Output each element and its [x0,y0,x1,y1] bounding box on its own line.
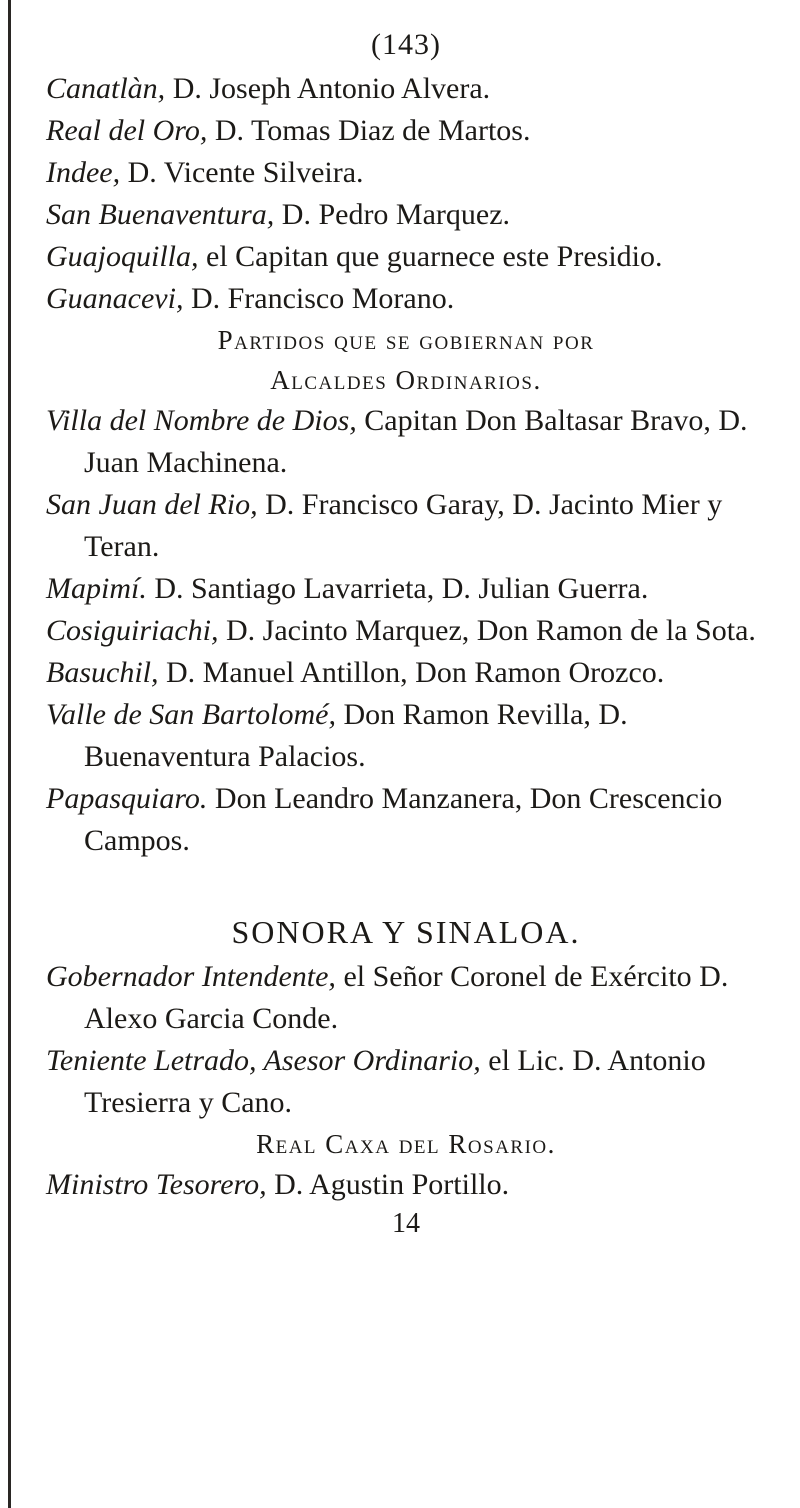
section-heading-alcaldes: Alcaldes Ordinarios. [270,365,542,395]
section-heading-partidos: Partidos que se gobiernan por [217,325,595,355]
list-item [46,694,766,778]
place-name: Real del Oro, [46,114,208,147]
list-item [46,236,766,278]
officer-names: D. Vicente Silveira. [120,156,364,189]
place-name: Indee, [46,156,121,189]
office-title: Gobernador Intendente, [46,960,336,993]
officer-names: el Señor Coronel de Exército D. Alexo Garcia Conde. [84,960,729,1035]
officer-names: Don Ramon Revilla, D. Buenaventura Palacios. [84,698,628,773]
list-item [46,1164,766,1206]
officer-names: D. Francisco Garay, D. Jacinto Mier y Teran. [84,488,723,563]
place-name: Valle de San Bartolomé, [46,698,336,731]
list-item [46,568,766,610]
officer-names: el Lic. D. Antonio Tresierra y Cano. [84,1044,706,1119]
entries-real-caxa [46,1164,766,1206]
place-name: San Buenaventura, [46,198,275,231]
page-edge-rule [8,0,11,1508]
place-name: Mapimí. [46,572,147,605]
office-title: Ministro Tesorero, [46,1168,267,1201]
list-item [46,610,766,652]
place-name: Basuchil, [46,656,159,689]
officer-names: D. Francisco Morano. [183,282,455,315]
list-item [46,110,766,152]
officer-names: Capitan Don Baltasar Bravo, D. Juan Machinena. [84,404,748,479]
entries-sonora [46,956,766,1124]
officer-names: D. Santiago Lavarrieta, D. Julian Guerra. [146,572,649,605]
officer-names: D. Pedro Marquez. [274,198,511,231]
list-item [46,194,766,236]
officer-names: D. Joseph Antonio Alvera. [165,72,491,105]
list-item [46,1040,766,1124]
officer-names: el Capitan que guarnece este Presidio. [198,240,663,273]
section-title-sonora: SONORA Y SINALOA. [231,914,581,950]
officer-names: D. Agustin Portillo. [266,1168,510,1201]
officer-names: D. Jacinto Marquez, Don Ramon de la Sota. [218,614,756,647]
place-name: Guanacevi, [46,282,184,315]
place-name: Guajoquilla, [46,240,199,273]
entries-part1 [46,68,766,320]
list-item [46,778,766,862]
place-name: San Juan del Rio, [46,488,258,521]
place-name: Papasquiaro. [46,782,208,815]
catchword: 14 [392,1208,420,1239]
list-item [46,278,766,320]
subheading-real-caxa: Real Caxa del Rosario. [256,1129,556,1159]
office-title: Teniente Letrado, Asesor Ordinario, [46,1044,481,1077]
place-name: Canatlàn, [46,72,166,105]
page-number: (143) [371,28,441,61]
officer-names: Don Leandro Manzanera, Don Crescencio Campos. [84,782,723,857]
list-item [46,152,766,194]
list-item [46,68,766,110]
officer-names: D. Manuel Antillon, Don Ramon Orozco. [158,656,665,689]
entries-part2 [46,400,766,862]
place-name: Cosiguiriachi, [46,614,219,647]
list-item [46,484,766,568]
place-name: Villa del Nombre de Dios, [46,404,357,437]
list-item [46,652,766,694]
officer-names: D. Tomas Diaz de Martos. [207,114,531,147]
list-item [46,400,766,484]
list-item [46,956,766,1040]
book-page [46,22,766,1242]
